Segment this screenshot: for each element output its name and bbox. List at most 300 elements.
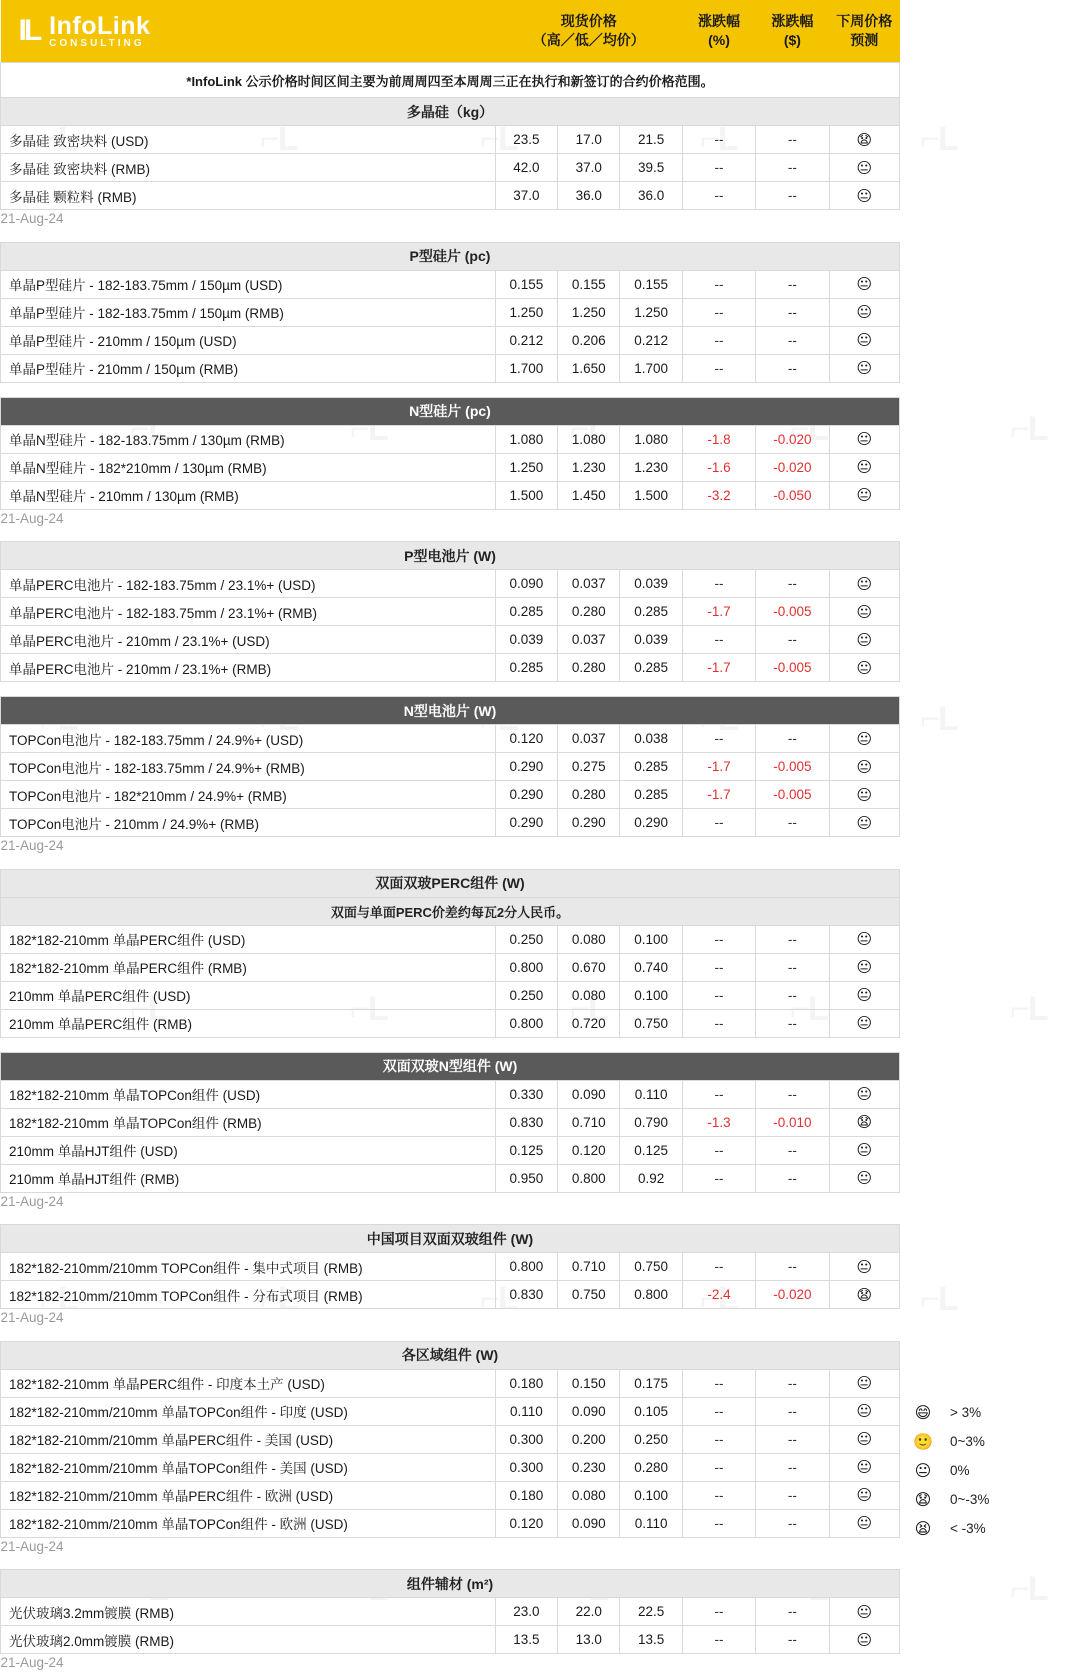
forecast-legend	[912, 1398, 1062, 1543]
change-value: -0.005	[756, 598, 829, 626]
col-header-spot-price: 现货价格 （高／低／均价）	[495, 0, 682, 63]
price-high: 0.300	[495, 1453, 557, 1481]
legend-label: > 3%	[950, 1405, 982, 1420]
section-title	[1, 1225, 900, 1253]
price-low: 17.0	[558, 126, 620, 154]
change-value: --	[756, 326, 829, 354]
change-value: --	[756, 1397, 829, 1425]
forecast-emoji-icon: 😐	[829, 154, 899, 182]
section-title-text: 组件辅材 (m²)	[1, 1570, 900, 1598]
forecast-emoji-icon: 😐	[829, 1425, 899, 1453]
table-row	[1, 425, 900, 453]
price-avg: 1.250	[620, 298, 682, 326]
product-name: 单晶P型硅片 - 210mm / 150µm (USD)	[1, 326, 496, 354]
price-low: 0.230	[558, 1453, 620, 1481]
table-row	[1, 781, 900, 809]
forecast-emoji-icon: 😐	[829, 481, 899, 509]
price-avg: 0.790	[620, 1108, 682, 1136]
change-value: -0.005	[756, 654, 829, 682]
change-value: -0.020	[756, 1281, 829, 1309]
price-high: 23.0	[495, 1598, 557, 1626]
price-low: 0.670	[558, 953, 620, 981]
product-name: 182*182-210mm 单晶PERC组件 - 印度本土产 (USD)	[1, 1369, 496, 1397]
forecast-emoji-icon: 😐	[829, 1509, 899, 1537]
price-low: 13.0	[558, 1626, 620, 1654]
date-stamp-text: 21-Aug-24	[1, 1537, 900, 1555]
change-percent: -2.4	[682, 1281, 755, 1309]
change-percent: --	[682, 326, 755, 354]
table-row	[1, 1626, 900, 1654]
product-name: TOPCon电池片 - 182-183.75mm / 24.9%+ (RMB)	[1, 753, 496, 781]
price-high: 0.155	[495, 270, 557, 298]
price-low: 0.120	[558, 1136, 620, 1164]
forecast-emoji-icon: 😐	[829, 1164, 899, 1192]
change-value: --	[756, 1164, 829, 1192]
table-row	[1, 1598, 900, 1626]
change-percent: --	[682, 809, 755, 837]
price-low: 0.720	[558, 1009, 620, 1037]
forecast-emoji-icon: 😐	[829, 1626, 899, 1654]
product-name: 单晶PERC电池片 - 210mm / 23.1%+ (USD)	[1, 626, 496, 654]
change-percent: --	[682, 570, 755, 598]
change-value: --	[756, 925, 829, 953]
date-stamp-text: 21-Aug-24	[1, 1192, 900, 1210]
change-percent: --	[682, 154, 755, 182]
forecast-emoji-icon: 😐	[829, 354, 899, 382]
change-value: --	[756, 809, 829, 837]
forecast-emoji-icon: 😐	[829, 753, 899, 781]
change-percent: --	[682, 1481, 755, 1509]
change-percent: --	[682, 1009, 755, 1037]
change-percent: -1.7	[682, 753, 755, 781]
price-low: 0.280	[558, 598, 620, 626]
section-title	[1, 242, 900, 270]
table-row	[1, 1425, 900, 1453]
section-title	[1, 1570, 900, 1598]
product-name: 单晶N型硅片 - 210mm / 130µm (RMB)	[1, 481, 496, 509]
section-gap	[1, 1555, 900, 1570]
forecast-emoji-icon: 😧	[829, 1281, 899, 1309]
forecast-emoji-icon: 😐	[829, 182, 899, 210]
price-high: 0.285	[495, 598, 557, 626]
price-high: 1.250	[495, 298, 557, 326]
legend-item	[912, 1514, 1062, 1543]
product-name: 182*182-210mm/210mm 单晶TOPCon组件 - 欧洲 (USD)	[1, 1509, 496, 1537]
table-row	[1, 570, 900, 598]
legend-item	[912, 1456, 1062, 1485]
change-percent: --	[682, 1080, 755, 1108]
table-row	[1, 1397, 900, 1425]
product-name: TOPCon电池片 - 210mm / 24.9%+ (RMB)	[1, 809, 496, 837]
change-value: --	[756, 1425, 829, 1453]
price-low: 36.0	[558, 182, 620, 210]
price-avg: 0.750	[620, 1253, 682, 1281]
price-high: 0.039	[495, 626, 557, 654]
forecast-emoji-icon: 😐	[829, 925, 899, 953]
price-high: 0.830	[495, 1281, 557, 1309]
date-stamp	[1, 1309, 900, 1327]
section-title-text: 各区域组件 (W)	[1, 1341, 900, 1369]
price-avg: 0.110	[620, 1080, 682, 1108]
product-name: 单晶PERC电池片 - 182-183.75mm / 23.1%+ (USD)	[1, 570, 496, 598]
table-row	[1, 1253, 900, 1281]
product-name: 182*182-210mm/210mm 单晶TOPCon组件 - 美国 (USD)	[1, 1453, 496, 1481]
price-low: 0.200	[558, 1425, 620, 1453]
forecast-emoji-icon: 😐	[829, 725, 899, 753]
price-high: 0.120	[495, 1509, 557, 1537]
change-percent: -1.8	[682, 425, 755, 453]
col-header-change-usd: 涨跌幅 ($)	[756, 0, 829, 63]
price-avg: 0.039	[620, 626, 682, 654]
price-avg: 0.100	[620, 1481, 682, 1509]
product-name: 182*182-210mm 单晶PERC组件 (RMB)	[1, 953, 496, 981]
date-stamp-text: 21-Aug-24	[1, 1654, 900, 1672]
price-low: 0.280	[558, 781, 620, 809]
price-avg: 1.080	[620, 425, 682, 453]
legend-emoji-icon: 😫	[914, 1520, 932, 1538]
price-avg: 1.700	[620, 354, 682, 382]
price-low: 0.090	[558, 1080, 620, 1108]
change-value: -0.005	[756, 781, 829, 809]
table-row	[1, 953, 900, 981]
col-header-forecast: 下周价格 预测	[829, 0, 899, 63]
change-percent: --	[682, 1509, 755, 1537]
price-low: 0.080	[558, 1481, 620, 1509]
price-low: 0.090	[558, 1397, 620, 1425]
table-row	[1, 1453, 900, 1481]
price-high: 23.5	[495, 126, 557, 154]
forecast-emoji-icon: 😐	[829, 326, 899, 354]
price-high: 1.500	[495, 481, 557, 509]
table-row	[1, 925, 900, 953]
price-avg: 0.280	[620, 1453, 682, 1481]
product-name: 光伏玻璃3.2mm镀膜 (RMB)	[1, 1598, 496, 1626]
disclaimer-text: *InfoLink 公示价格时间区间主要为前周周四至本周周三正在执行和新签订的合约价格范围。	[1, 63, 900, 98]
price-high: 0.090	[495, 570, 557, 598]
change-percent: --	[682, 1626, 755, 1654]
table-row	[1, 1009, 900, 1037]
change-value: -0.005	[756, 753, 829, 781]
table-row	[1, 1108, 900, 1136]
section-gap	[1, 1210, 900, 1225]
change-value: --	[756, 953, 829, 981]
logo-mark-icon: IL	[18, 14, 40, 47]
price-low: 0.037	[558, 570, 620, 598]
product-name: 单晶P型硅片 - 210mm / 150µm (RMB)	[1, 354, 496, 382]
forecast-emoji-icon: 😧	[829, 1108, 899, 1136]
change-percent: --	[682, 1369, 755, 1397]
section-gap	[1, 382, 900, 397]
price-high: 0.120	[495, 725, 557, 753]
forecast-emoji-icon: 😐	[829, 453, 899, 481]
section-title-text: 双面双玻PERC组件 (W)	[1, 869, 900, 897]
legend-label: 0~3%	[950, 1434, 985, 1449]
forecast-emoji-icon: 😐	[829, 809, 899, 837]
price-avg: 0.100	[620, 925, 682, 953]
change-value: -0.020	[756, 425, 829, 453]
price-low: 0.090	[558, 1509, 620, 1537]
change-value: --	[756, 1080, 829, 1108]
change-percent: --	[682, 1164, 755, 1192]
product-name: TOPCon电池片 - 182-183.75mm / 24.9%+ (USD)	[1, 725, 496, 753]
legend-emoji-icon: 😄	[914, 1404, 932, 1422]
date-stamp-text: 21-Aug-24	[1, 210, 900, 228]
forecast-emoji-icon: 😐	[829, 598, 899, 626]
legend-label: < -3%	[950, 1521, 986, 1536]
section-title	[1, 1341, 900, 1369]
change-percent: -1.3	[682, 1108, 755, 1136]
price-low: 0.206	[558, 326, 620, 354]
price-avg: 0.290	[620, 809, 682, 837]
change-percent: -1.7	[682, 781, 755, 809]
table-row	[1, 326, 900, 354]
legend-label: 0%	[950, 1463, 970, 1478]
product-name: 单晶N型硅片 - 182-183.75mm / 130µm (RMB)	[1, 425, 496, 453]
change-percent: -1.7	[682, 598, 755, 626]
change-value: -0.020	[756, 453, 829, 481]
price-low: 0.275	[558, 753, 620, 781]
table-row	[1, 354, 900, 382]
section-title	[1, 542, 900, 570]
table-header-row	[1, 0, 900, 63]
forecast-emoji-icon: 😐	[829, 981, 899, 1009]
price-avg: 0.105	[620, 1397, 682, 1425]
date-stamp	[1, 509, 900, 527]
price-high: 0.290	[495, 753, 557, 781]
section-gap	[1, 527, 900, 542]
change-percent: --	[682, 1253, 755, 1281]
price-high: 1.250	[495, 453, 557, 481]
price-low: 1.230	[558, 453, 620, 481]
product-name: 单晶N型硅片 - 182*210mm / 130µm (RMB)	[1, 453, 496, 481]
product-name: 182*182-210mm/210mm 单晶PERC组件 - 欧洲 (USD)	[1, 1481, 496, 1509]
section-gap	[1, 682, 900, 697]
price-avg: 0.039	[620, 570, 682, 598]
product-name: 单晶PERC电池片 - 182-183.75mm / 23.1%+ (RMB)	[1, 598, 496, 626]
price-high: 0.830	[495, 1108, 557, 1136]
change-value: --	[756, 1009, 829, 1037]
date-stamp	[1, 210, 900, 228]
price-avg: 0.285	[620, 598, 682, 626]
forecast-emoji-icon: 😧	[829, 126, 899, 154]
table-row	[1, 654, 900, 682]
section-title	[1, 1052, 900, 1080]
table-row	[1, 725, 900, 753]
price-avg: 21.5	[620, 126, 682, 154]
change-percent: --	[682, 1425, 755, 1453]
price-low: 0.080	[558, 981, 620, 1009]
table-row	[1, 298, 900, 326]
change-percent: --	[682, 725, 755, 753]
change-value: --	[756, 1626, 829, 1654]
section-title	[1, 98, 900, 126]
change-value: --	[756, 1453, 829, 1481]
table-row	[1, 1481, 900, 1509]
section-gap	[1, 855, 900, 870]
price-low: 0.037	[558, 725, 620, 753]
price-low: 0.080	[558, 925, 620, 953]
table-row	[1, 1164, 900, 1192]
brand-logo	[1, 0, 496, 63]
legend-label: 0~-3%	[950, 1492, 990, 1507]
product-name: 单晶PERC电池片 - 210mm / 23.1%+ (RMB)	[1, 654, 496, 682]
table-row	[1, 154, 900, 182]
price-avg: 0.750	[620, 1009, 682, 1037]
price-high: 37.0	[495, 182, 557, 210]
price-high: 0.800	[495, 953, 557, 981]
table-row	[1, 453, 900, 481]
price-avg: 0.212	[620, 326, 682, 354]
section-gap	[1, 1037, 900, 1052]
table-row	[1, 1080, 900, 1108]
product-name: 210mm 单晶HJT组件 (USD)	[1, 1136, 496, 1164]
forecast-emoji-icon: 😐	[829, 1369, 899, 1397]
forecast-emoji-icon: 😐	[829, 781, 899, 809]
price-low: 37.0	[558, 154, 620, 182]
price-low: 0.750	[558, 1281, 620, 1309]
price-avg: 0.285	[620, 753, 682, 781]
price-low: 1.450	[558, 481, 620, 509]
section-title-text: P型电池片 (W)	[1, 542, 900, 570]
price-high: 0.250	[495, 981, 557, 1009]
price-high: 0.110	[495, 1397, 557, 1425]
product-name: 多晶硅 致密块料 (RMB)	[1, 154, 496, 182]
legend-emoji-icon: 😐	[914, 1462, 932, 1480]
price-high: 0.285	[495, 654, 557, 682]
price-avg: 36.0	[620, 182, 682, 210]
change-value: -0.010	[756, 1108, 829, 1136]
change-percent: --	[682, 953, 755, 981]
change-value: --	[756, 570, 829, 598]
price-high: 0.950	[495, 1164, 557, 1192]
price-high: 0.800	[495, 1253, 557, 1281]
table-row	[1, 809, 900, 837]
price-avg: 22.5	[620, 1598, 682, 1626]
date-stamp	[1, 1654, 900, 1672]
table-row	[1, 126, 900, 154]
section-gap	[1, 1327, 900, 1342]
legend-item	[912, 1485, 1062, 1514]
price-high: 0.250	[495, 925, 557, 953]
col-header-change-pct: 涨跌幅 (%)	[682, 0, 755, 63]
product-name: 多晶硅 颗粒料 (RMB)	[1, 182, 496, 210]
product-name: 210mm 单晶PERC组件 (RMB)	[1, 1009, 496, 1037]
table-row	[1, 1369, 900, 1397]
price-low: 0.710	[558, 1253, 620, 1281]
change-value: --	[756, 270, 829, 298]
forecast-emoji-icon: 😐	[829, 626, 899, 654]
change-percent: --	[682, 298, 755, 326]
price-high: 0.125	[495, 1136, 557, 1164]
date-stamp	[1, 1192, 900, 1210]
change-value: --	[756, 1509, 829, 1537]
product-name: 182*182-210mm 单晶PERC组件 (USD)	[1, 925, 496, 953]
table-row	[1, 753, 900, 781]
change-value: --	[756, 154, 829, 182]
price-avg: 0.250	[620, 1425, 682, 1453]
price-low: 0.037	[558, 626, 620, 654]
forecast-emoji-icon: 😐	[829, 1397, 899, 1425]
price-low: 0.155	[558, 270, 620, 298]
product-name: 多晶硅 致密块料 (USD)	[1, 126, 496, 154]
product-name: 182*182-210mm/210mm TOPCon组件 - 分布式项目 (RMB)	[1, 1281, 496, 1309]
price-avg: 0.125	[620, 1136, 682, 1164]
price-avg: 0.100	[620, 981, 682, 1009]
section-title-text: 中国项目双面双玻组件 (W)	[1, 1225, 900, 1253]
product-name: 182*182-210mm/210mm 单晶TOPCon组件 - 印度 (USD)	[1, 1397, 496, 1425]
section-gap	[1, 228, 900, 243]
price-avg: 0.800	[620, 1281, 682, 1309]
table-row	[1, 1281, 900, 1309]
price-high: 0.300	[495, 1425, 557, 1453]
price-high: 42.0	[495, 154, 557, 182]
section-title	[1, 869, 900, 897]
change-value: -0.050	[756, 481, 829, 509]
price-high: 0.290	[495, 809, 557, 837]
product-name: 单晶P型硅片 - 182-183.75mm / 150µm (RMB)	[1, 298, 496, 326]
price-avg: 0.110	[620, 1509, 682, 1537]
change-value: --	[756, 1598, 829, 1626]
forecast-emoji-icon: 😐	[829, 1253, 899, 1281]
table-row	[1, 1509, 900, 1537]
section-title-text: 双面双玻N型组件 (W)	[1, 1052, 900, 1080]
price-high: 0.180	[495, 1369, 557, 1397]
product-name: 光伏玻璃2.0mm镀膜 (RMB)	[1, 1626, 496, 1654]
price-low: 22.0	[558, 1598, 620, 1626]
change-value: --	[756, 126, 829, 154]
date-stamp	[1, 1537, 900, 1555]
change-percent: -1.7	[682, 654, 755, 682]
change-percent: --	[682, 354, 755, 382]
forecast-emoji-icon: 😐	[829, 953, 899, 981]
legend-emoji-icon: 🙂	[913, 1433, 933, 1451]
change-percent: --	[682, 981, 755, 1009]
product-name: 182*182-210mm/210mm TOPCon组件 - 集中式项目 (RMB)	[1, 1253, 496, 1281]
price-avg: 0.285	[620, 781, 682, 809]
forecast-emoji-icon: 😐	[829, 1136, 899, 1164]
change-value: --	[756, 298, 829, 326]
forecast-emoji-icon: 😐	[829, 1481, 899, 1509]
table-row	[1, 481, 900, 509]
change-value: --	[756, 981, 829, 1009]
price-avg: 0.175	[620, 1369, 682, 1397]
change-value: --	[756, 1369, 829, 1397]
price-low: 1.250	[558, 298, 620, 326]
change-value: --	[756, 354, 829, 382]
price-avg: 0.155	[620, 270, 682, 298]
date-stamp-text: 21-Aug-24	[1, 509, 900, 527]
product-name: 210mm 单晶PERC组件 (USD)	[1, 981, 496, 1009]
section-title-text: N型硅片 (pc)	[1, 397, 900, 425]
product-name: TOPCon电池片 - 182*210mm / 24.9%+ (RMB)	[1, 781, 496, 809]
legend-emoji-icon: 😧	[914, 1491, 932, 1509]
price-high: 1.700	[495, 354, 557, 382]
date-stamp-text: 21-Aug-24	[1, 1309, 900, 1327]
change-percent: --	[682, 626, 755, 654]
price-high: 0.800	[495, 1009, 557, 1037]
section-title-text: 多晶硅（kg）	[1, 98, 900, 126]
forecast-emoji-icon: 😐	[829, 1009, 899, 1037]
product-name: 182*182-210mm/210mm 单晶PERC组件 - 美国 (USD)	[1, 1425, 496, 1453]
change-percent: --	[682, 270, 755, 298]
section-title-text: N型电池片 (W)	[1, 697, 900, 725]
price-avg: 0.285	[620, 654, 682, 682]
price-low: 0.150	[558, 1369, 620, 1397]
change-percent: --	[682, 1397, 755, 1425]
date-stamp-text: 21-Aug-24	[1, 837, 900, 855]
brand-name: InfoLink	[49, 11, 151, 40]
forecast-emoji-icon: 😐	[829, 1598, 899, 1626]
